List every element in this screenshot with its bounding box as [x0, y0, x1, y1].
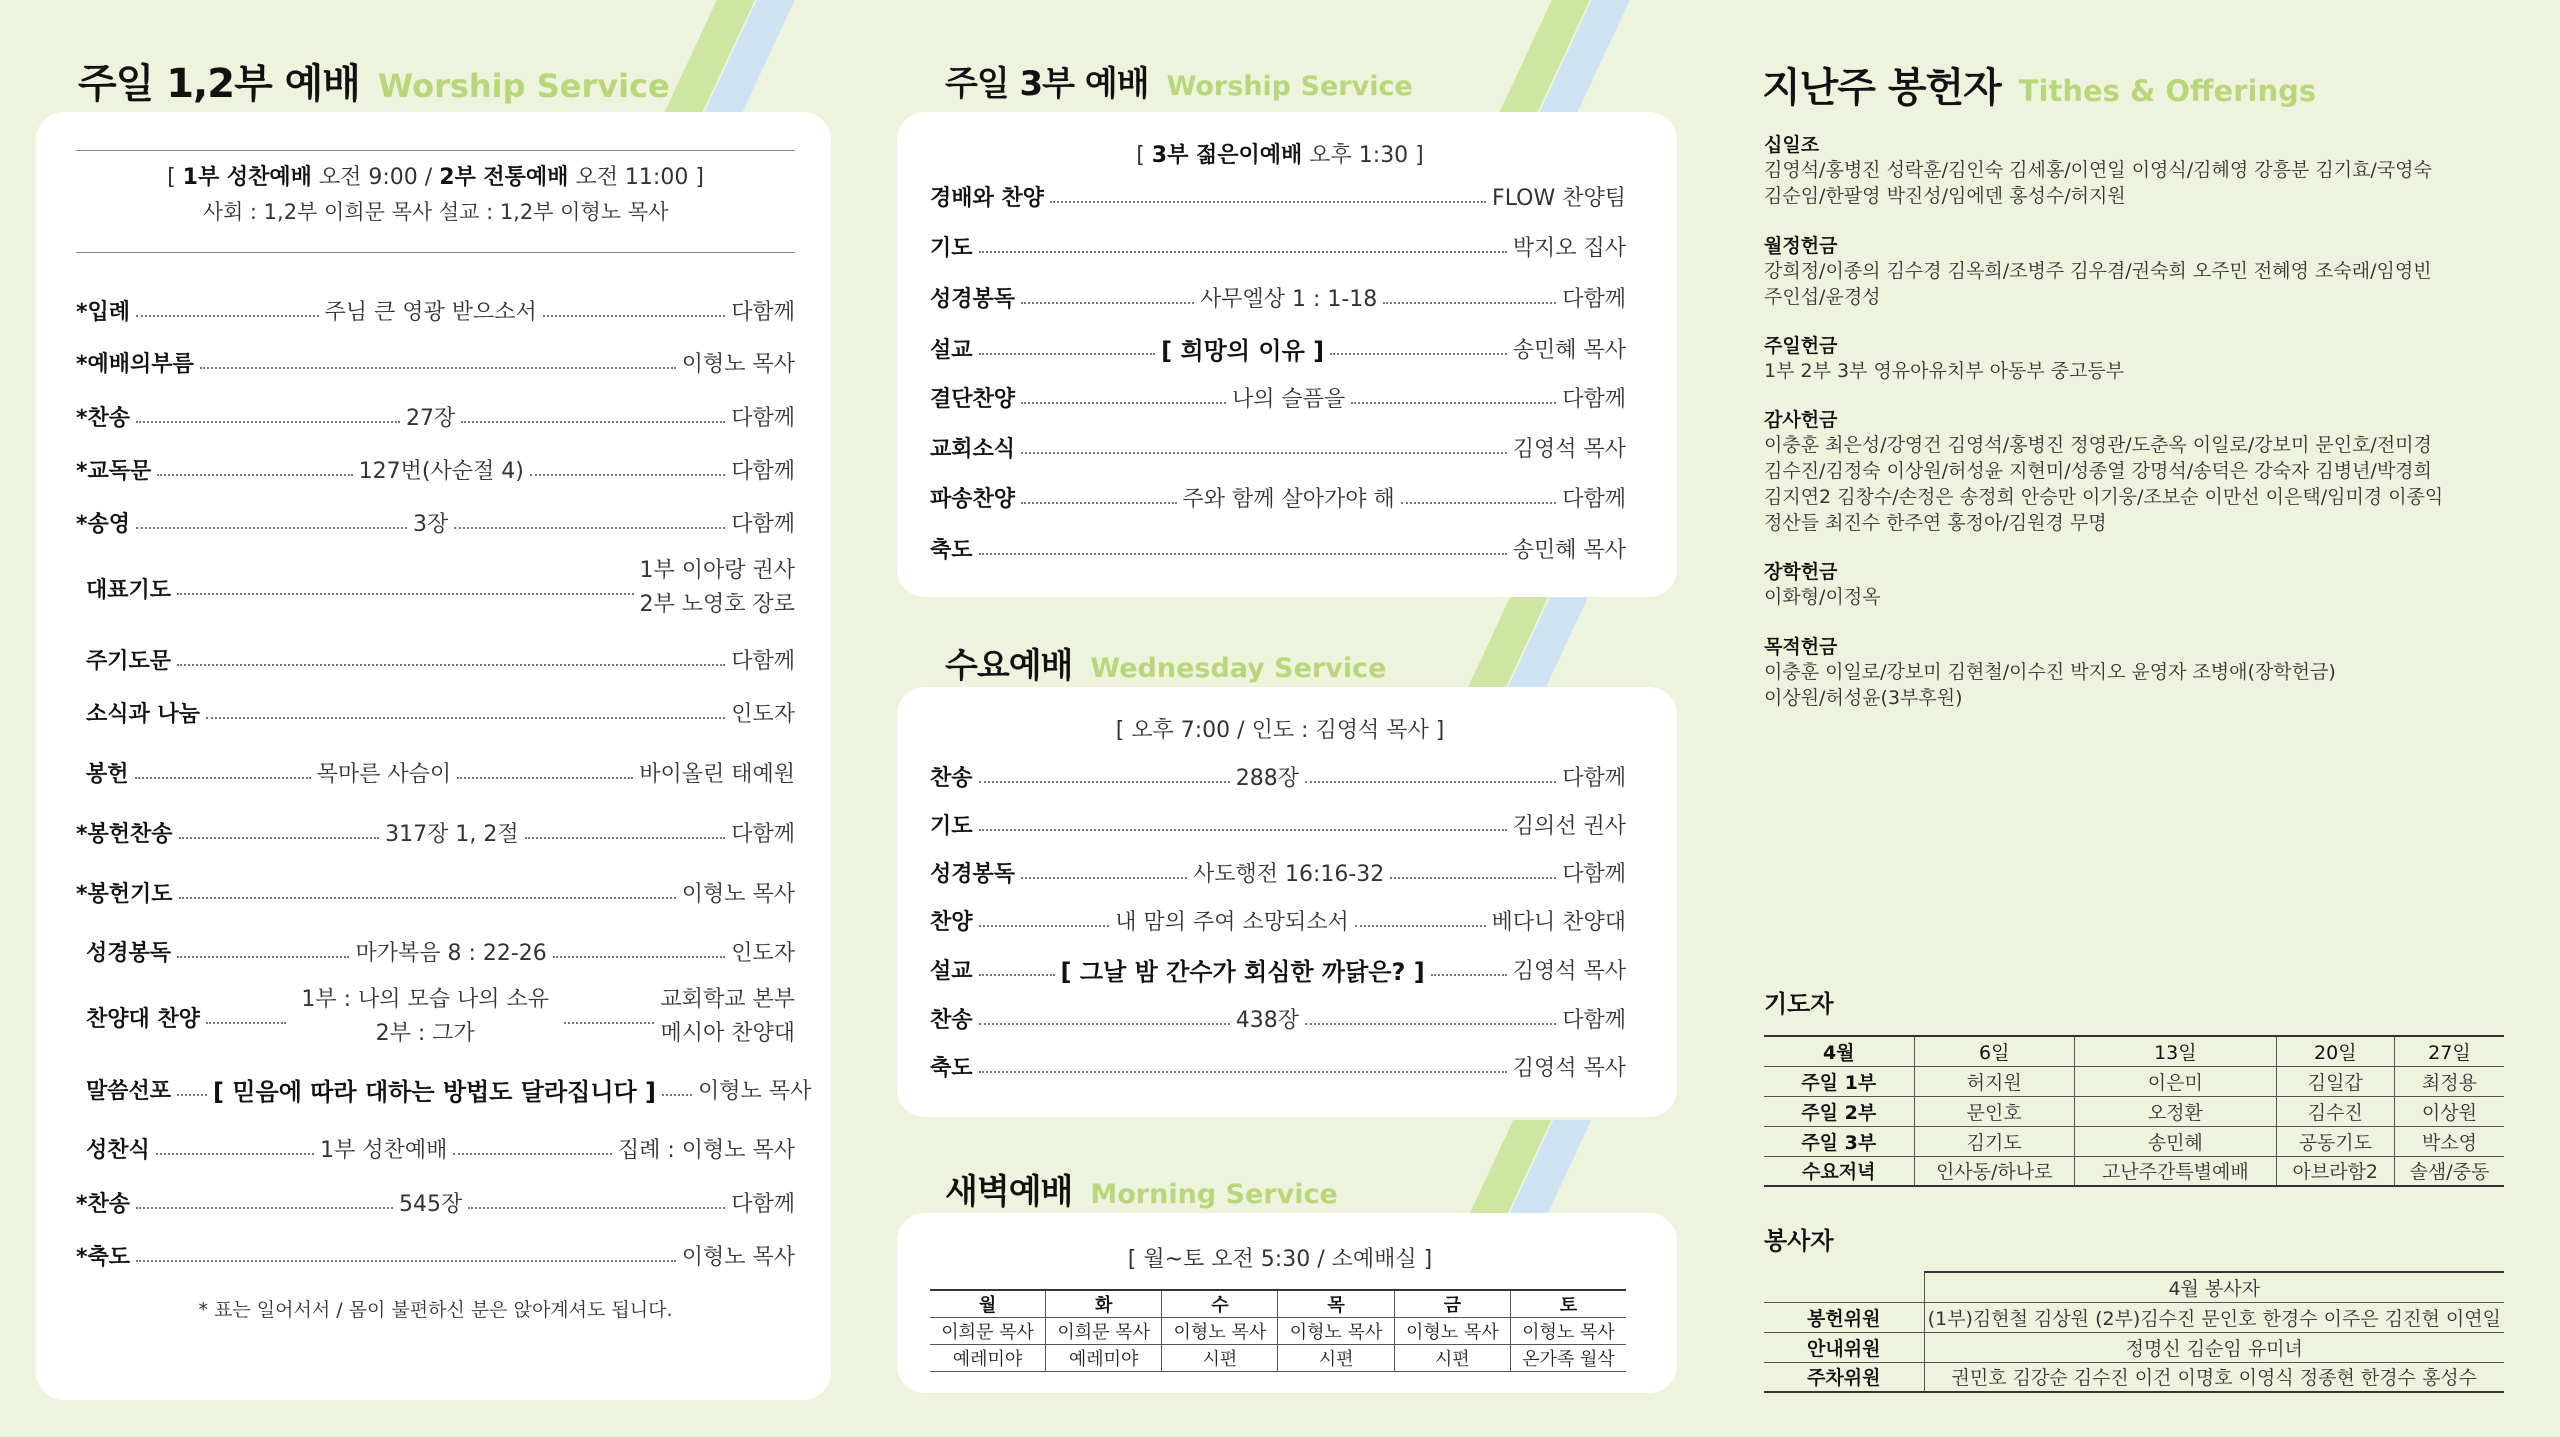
offering-type: 감사헌금 [1764, 409, 1838, 431]
order-row [930, 953, 1626, 985]
offering-names: 이충훈 이일로/강보미 김현철/이수진 박지오 윤영자 조병애(장학헌금) [1764, 661, 2336, 683]
order-label: 설교 [930, 337, 973, 363]
order-label: *예배의부름 [76, 351, 194, 377]
order-row [76, 294, 795, 326]
order-person: 김영석 목사 [1512, 958, 1627, 984]
offering-type: 월정헌금 [1764, 235, 1838, 257]
order-row [86, 984, 795, 1050]
offering-type: 십일조 [1764, 134, 1820, 156]
prayer-cell: 아브라함2 [2276, 1156, 2394, 1186]
section-title-ko: 주일 3부 예배 [945, 64, 1149, 104]
order-row [76, 453, 795, 485]
service-b-name: 2부 전통예배 [439, 165, 569, 190]
section-title-en: Wednesday Service [1090, 653, 1387, 684]
order-person: 다함께 [1562, 1007, 1626, 1033]
offering-names: 이화형/이정옥 [1764, 586, 1881, 608]
order-content: 나의 슬픔을 [1232, 386, 1346, 412]
order-person: 집례 : 이형노 목사 [617, 1137, 795, 1163]
section-title-ko: 수요예배 [945, 646, 1073, 686]
order-content: 545장 [399, 1191, 463, 1217]
sermon-title: [ 그날 밤 간수가 회심한 까닭은? ] [1060, 957, 1425, 986]
order-label: *찬송 [76, 405, 131, 431]
order-label: 주기도문 [86, 648, 172, 674]
offering-group [1764, 405, 2524, 536]
order-person: 김의선 권사 [1512, 813, 1626, 839]
prayer-head: 20일 [2276, 1036, 2394, 1066]
order-person: 1부 이아랑 권사 2부 노영호 장로 [639, 558, 795, 617]
prayer-cell: 인사동/하나로 [1914, 1156, 2074, 1186]
service-time-value: 오후 1:30 [1309, 143, 1409, 168]
order-label: 대표기도 [86, 577, 172, 603]
prayer-title: 기도자 [1764, 990, 1834, 1018]
prayer-head: 27일 [2394, 1036, 2504, 1066]
order-person: 이형노 목사 [681, 351, 795, 377]
order-label: 경배와 찬양 [930, 185, 1044, 211]
order-row [76, 816, 795, 848]
offering-names: 김지연2 김창수/손정은 송정희 안승만 이기웅/조보순 이만선 이은택/임미경 이종익 [1764, 486, 2444, 508]
order-label: 결단찬양 [930, 386, 1016, 412]
service-a-name: 1부 성찬예배 [182, 165, 312, 190]
order-row [930, 230, 1626, 262]
order-label: *교독문 [76, 458, 152, 484]
prayer-cell: 이상원 [2394, 1096, 2504, 1126]
prayer-table [1764, 1035, 2504, 1187]
section-title-dawn [945, 1164, 1338, 1213]
order-person: 다함께 [731, 299, 795, 325]
prayer-cell: 고난주간특별예배 [2074, 1156, 2276, 1186]
prayer-cell: 허지원 [1914, 1066, 2074, 1096]
order-label: 찬송 [930, 765, 973, 791]
order-person: 다함께 [1562, 861, 1626, 887]
offering-group [1764, 557, 2524, 610]
prayer-head: 13일 [2074, 1036, 2276, 1066]
order-person: 인도자 [731, 701, 795, 727]
offering-group [1764, 231, 2524, 310]
order-label: *봉헌기도 [76, 881, 173, 907]
order-person: 다함께 [731, 1191, 795, 1217]
order-person: 다함께 [731, 458, 795, 484]
leader-cell: 이형노 목사 [1162, 1318, 1278, 1345]
order-label: *송영 [76, 511, 131, 537]
order-label: *축도 [76, 1244, 131, 1270]
service-name: 3부 젊은이예배 [1151, 143, 1303, 168]
offering-group [1764, 632, 2524, 711]
order-label: 성경봉독 [930, 286, 1016, 312]
offering-names: 이상원/허성윤(3부후원) [1764, 687, 1963, 709]
order-person: 다함께 [1562, 386, 1627, 412]
volunteer-role: 봉헌위원 [1764, 1302, 1924, 1332]
order-person: 이형노 목사 [698, 1078, 812, 1104]
service-times: [ 1부 성찬예배 오전 9:00 / 2부 전통예배 오전 11:00 ] [167, 165, 704, 190]
order-label: 찬양대 찬양 [86, 1006, 200, 1032]
order-row [76, 1239, 795, 1271]
order-person: 이형노 목사 [681, 1244, 795, 1270]
prayer-cell: 최정용 [2394, 1066, 2504, 1096]
day-header: 월 [930, 1290, 1046, 1318]
order-row [86, 935, 795, 967]
offering-group [1764, 130, 2524, 209]
order-person: 다함께 [731, 405, 795, 431]
order-content: 주와 함께 살아가야 해 [1182, 486, 1395, 512]
order-label: 교회소식 [930, 436, 1016, 462]
offering-type: 주일헌금 [1764, 335, 1838, 357]
section-title-en: Worship Service [377, 67, 670, 105]
order-row [76, 400, 795, 432]
text-cell: 시편 [1394, 1345, 1510, 1372]
order-person: 다함께 [731, 821, 796, 847]
section-title-ko: 주일 1,2부 예배 [78, 61, 360, 107]
order-person: 인도자 [731, 940, 796, 966]
prayer-cell: 박소영 [2394, 1126, 2504, 1156]
section-title-wednesday [945, 638, 1386, 687]
order-row [930, 856, 1626, 888]
leader-cell: 이희문 목사 [930, 1318, 1046, 1345]
order-label: 기도 [930, 235, 973, 261]
order-content: 127번(사순절 4) [358, 458, 524, 484]
prayer-cell: 문인호 [1914, 1096, 2074, 1126]
order-label: 봉헌 [86, 761, 129, 787]
order-label: 파송찬양 [930, 486, 1016, 512]
order-person: 이형노 목사 [681, 881, 795, 907]
order-label: 성경봉독 [930, 861, 1016, 887]
order-person: 베다니 찬양대 [1491, 909, 1627, 935]
order-content: 317장 1, 2절 [385, 821, 519, 847]
order-person: 다함께 [1562, 486, 1626, 512]
order-row [930, 281, 1626, 313]
order-person: 교회학교 본부 메시아 찬양대 [660, 987, 795, 1046]
day-header: 목 [1278, 1290, 1394, 1318]
sermon-title: [ 희망의 이유 ] [1161, 336, 1325, 365]
order-content: 438장 [1235, 1007, 1299, 1033]
order-label: 축도 [930, 1055, 973, 1081]
order-row [930, 431, 1626, 463]
section-title-en: Morning Service [1090, 1179, 1338, 1210]
volunteer-role: 안내위원 [1764, 1332, 1924, 1362]
volunteers-table [1764, 1271, 2504, 1393]
order-row [930, 532, 1626, 564]
service-time: [ 3부 젊은이예배 오후 1:30 ] [1136, 143, 1424, 168]
order-content: 288장 [1235, 765, 1299, 791]
text-cell: 예레미야 [930, 1345, 1046, 1372]
offering-names: 정산들 최진수 한주연 홍정아/김원경 무명 [1764, 512, 2107, 534]
order-label: 찬송 [930, 1007, 973, 1033]
order-row [76, 876, 795, 908]
order-row [930, 904, 1626, 936]
offering-names: 김순임/한팔영 박진성/임에덴 홍성수/허지원 [1764, 185, 2126, 207]
offering-names: 1부 2부 3부 영유아유치부 아동부 중고등부 [1764, 360, 2125, 382]
volunteers-title: 봉사자 [1764, 1227, 1834, 1255]
leader-cell: 이형노 목사 [1394, 1318, 1510, 1345]
day-header: 토 [1510, 1290, 1626, 1318]
order-row [86, 1073, 812, 1106]
order-person: FLOW 찬양팀 [1492, 185, 1626, 211]
order-row [930, 760, 1626, 792]
order-label: 축도 [930, 537, 973, 563]
prayer-cell: 김기도 [1914, 1126, 2074, 1156]
order-label: *봉헌찬송 [76, 821, 173, 847]
section-title-ko: 새벽예배 [945, 1172, 1073, 1212]
prayer-head: 4월 [1764, 1036, 1914, 1066]
order-content: 사도행전 16:16-32 [1192, 861, 1385, 887]
prayer-service: 주일 3부 [1764, 1126, 1914, 1156]
divider [76, 252, 795, 253]
prayer-head: 6일 [1914, 1036, 2074, 1066]
offering-names: 강희정/이종의 김수경 김옥희/조병주 김우겸/권숙희 오주민 전혜영 조숙래/임영빈 [1764, 260, 2432, 282]
section-title-ko: 지난주 봉헌자 [1762, 65, 2001, 111]
day-header: 수 [1162, 1290, 1278, 1318]
prayer-cell: 송민혜 [2074, 1126, 2276, 1156]
day-header: 금 [1394, 1290, 1510, 1318]
order-content: 3장 [413, 511, 449, 537]
text-cell: 온가족 월삭 [1510, 1345, 1626, 1372]
order-label: 말씀선포 [86, 1078, 172, 1104]
order-label: 기도 [930, 813, 973, 839]
order-label: 성경봉독 [86, 940, 172, 966]
order-label: 설교 [930, 958, 973, 984]
volunteer-names: (1부)김현철 김상원 (2부)김수진 문인호 한경수 이주은 김진현 이연일 [1924, 1302, 2504, 1332]
order-person: 송민혜 목사 [1512, 537, 1626, 563]
offering-names: 주인섭/윤경성 [1764, 286, 1881, 308]
leader-cell: 이형노 목사 [1510, 1318, 1626, 1345]
volunteer-role: 주차위원 [1764, 1362, 1924, 1392]
order-content: 주님 큰 영광 받으소서 [324, 299, 537, 325]
order-person: 다함께 [1562, 765, 1626, 791]
order-row [76, 506, 795, 538]
offering-type: 장학헌금 [1764, 561, 1838, 583]
section-title-offerings [1762, 56, 2316, 113]
offering-type: 목적헌금 [1764, 636, 1838, 658]
order-row [76, 346, 795, 378]
order-content: 목마른 사슴이 [316, 761, 452, 787]
prayer-cell: 솔샘/중동 [2394, 1156, 2504, 1186]
prayer-service: 주일 2부 [1764, 1096, 1914, 1126]
order-label: 찬양 [930, 909, 973, 935]
section-title-en: Tithes & Offerings [2018, 74, 2317, 108]
order-person: 김영석 목사 [1512, 436, 1626, 462]
offering-group [1764, 331, 2524, 384]
order-row [930, 332, 1626, 364]
leader-cell: 이희문 목사 [1046, 1318, 1162, 1345]
prayer-cell: 김수진 [2276, 1096, 2394, 1126]
prayer-cell: 공동기도 [2276, 1126, 2394, 1156]
order-content: 1부 성찬예배 [320, 1137, 448, 1163]
service-a-time: 오전 9:00 [318, 165, 418, 190]
order-row [86, 643, 795, 675]
order-row [930, 180, 1626, 212]
prayer-cell: 오정환 [2074, 1096, 2276, 1126]
service-time: [ 월~토 오전 5:30 / 소예배실 ] [1127, 1247, 1433, 1272]
order-row [930, 381, 1626, 413]
offering-names: 이충훈 최은성/강영건 김영석/홍병진 정영관/도춘옥 이일로/강보미 문인호/전미경 [1764, 434, 2432, 456]
order-content: 27장 [406, 405, 456, 431]
order-label: 성찬식 [86, 1137, 150, 1163]
order-person: 김영석 목사 [1512, 1055, 1626, 1081]
prayer-service: 수요저녁 [1764, 1156, 1914, 1186]
sermon-title: [ 믿음에 따라 대하는 방법도 달라집니다 ] [213, 1077, 657, 1106]
prayer-cell: 이은미 [2074, 1066, 2276, 1096]
order-row [86, 1132, 795, 1164]
order-person: 다함께 [731, 511, 795, 537]
order-row [930, 1050, 1626, 1082]
order-row [86, 556, 795, 620]
leader-cell: 이형노 목사 [1278, 1318, 1394, 1345]
order-row [86, 756, 795, 788]
standing-note: * 표는 일어서서 / 몸이 불편하신 분은 앉아계셔도 됩니다. [198, 1299, 673, 1321]
prayer-service: 주일 1부 [1764, 1066, 1914, 1096]
order-content: 마가복음 8 : 22-26 [355, 940, 547, 966]
volunteer-names: 정명신 김순임 유미녀 [1924, 1332, 2504, 1362]
service-leaders: 사회 : 1,2부 이희문 목사 설교 : 1,2부 이형노 목사 [202, 200, 669, 224]
order-person: 바이올린 태예원 [639, 761, 796, 787]
offering-names: 김영석/홍병진 성락훈/김인숙 김세홍/이연일 이영식/김혜영 강흥분 김기효/국영숙 [1764, 159, 2432, 181]
service-time: [ 오후 7:00 / 인도 : 김영석 목사 ] [1115, 718, 1445, 743]
day-header: 화 [1046, 1290, 1162, 1318]
order-row [76, 1186, 795, 1218]
order-content: 사무엘상 1 : 1-18 [1199, 286, 1378, 312]
volunteers-month: 4월 봉사자 [1924, 1272, 2504, 1302]
volunteer-names: 권민호 김강순 김수진 이건 이명호 이영식 정종현 한경수 홍성수 [1924, 1362, 2504, 1392]
section-title-sunday-3 [945, 56, 1413, 105]
prayer-cell: 김일갑 [2276, 1066, 2394, 1096]
text-cell: 예레미야 [1046, 1345, 1162, 1372]
text-cell: 시편 [1162, 1345, 1278, 1372]
dawn-schedule-table [930, 1289, 1626, 1372]
order-person: 다함께 [731, 648, 795, 674]
order-row [930, 808, 1626, 840]
order-label: 소식과 나눔 [86, 701, 200, 727]
section-title-sunday-12 [78, 52, 670, 109]
order-row [86, 696, 795, 728]
order-row [930, 1002, 1626, 1034]
order-person: 다함께 [1562, 286, 1627, 312]
order-row [930, 481, 1626, 513]
service-b-time: 오전 11:00 [575, 165, 689, 190]
section-title-en: Worship Service [1166, 71, 1413, 102]
order-label: *입례 [76, 299, 131, 325]
order-label: *찬송 [76, 1191, 131, 1217]
offering-names: 김수진/김정숙 이상원/허성윤 지현미/성종열 강명석/송덕은 강숙자 김병년/박경희 [1764, 460, 2432, 482]
order-person: 송민혜 목사 [1512, 337, 1626, 363]
text-cell: 시편 [1278, 1345, 1394, 1372]
order-content: 내 맘의 주여 소망되소서 [1115, 909, 1349, 935]
divider [76, 150, 795, 151]
order-person: 박지오 집사 [1512, 235, 1626, 261]
order-content: 1부 : 나의 모습 나의 소유 2부 : 그가 [301, 987, 550, 1046]
